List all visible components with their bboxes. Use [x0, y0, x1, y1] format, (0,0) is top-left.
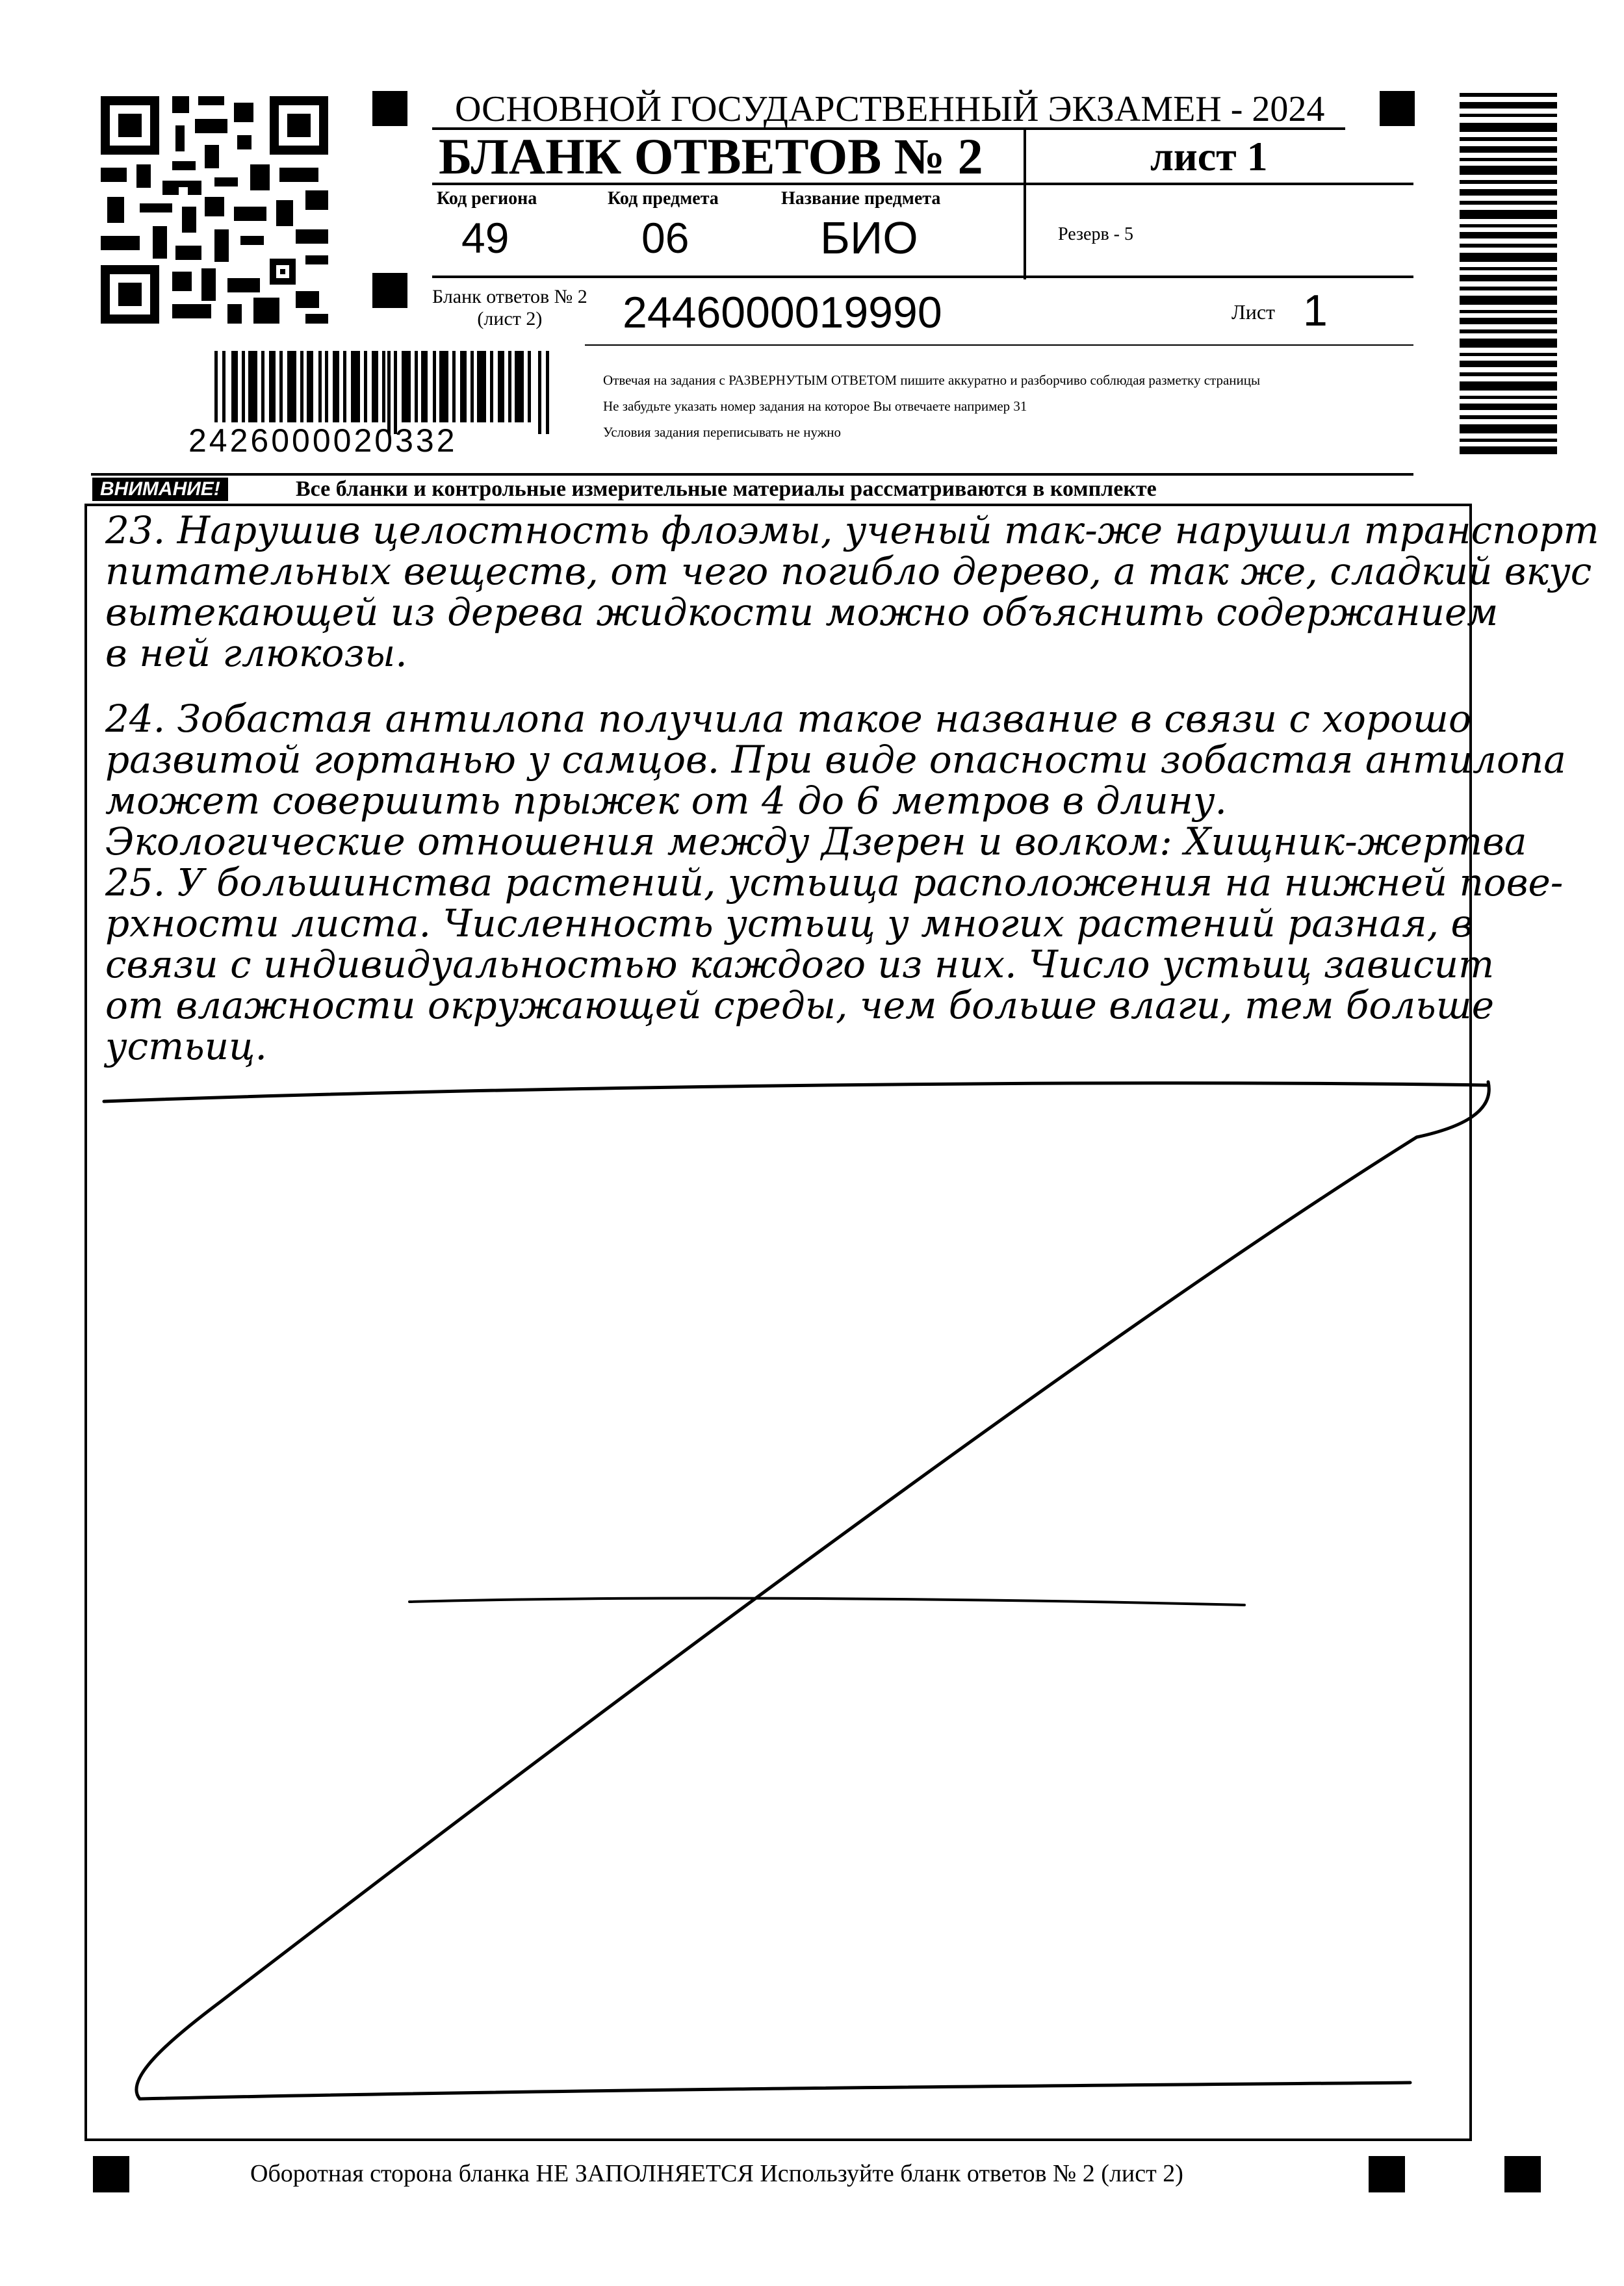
answer-line: 24. Зобастая антилопа получила такое название в связи с хорошо: [105, 697, 1471, 741]
answer-line: рхности листа. Численность устьиц у многих растений разная, в: [105, 901, 1473, 945]
answer-line: развитой гортанью у самцов. При виде опасности зобастая антилопа: [105, 738, 1566, 782]
strikeout-top-stroke: [104, 1083, 1488, 1101]
form-title: БЛАНК ОТВЕТОВ № 2: [439, 128, 983, 185]
answer-line: вытекающей из дерева жидкости можно объяснить содержанием: [105, 590, 1499, 634]
form2-label-line1: Бланк ответов № 2: [432, 286, 587, 307]
instruction-line-1: Отвечая на задания с РАЗВЕРНУТЫМ ОТВЕТОМ пишите аккуратно и разборчиво соблюдая разметку страницы: [603, 372, 1261, 388]
sheet-label: лист 1: [1150, 133, 1268, 179]
exam-title: ОСНОВНОЙ ГОСУДАРСТВЕННЫЙ ЭКЗАМЕН - 2024: [455, 89, 1325, 129]
region-code-value: 49: [461, 214, 509, 262]
form2-number: 2446000019990: [623, 288, 942, 337]
sheet-field-label: Лист: [1231, 300, 1276, 324]
subject-name-value: БИО: [820, 212, 918, 263]
strikeout-cross-stroke: [409, 1599, 1244, 1605]
attention-badge: ВНИМАНИЕ!: [92, 478, 228, 501]
instruction-line-3: Условия задания переписывать не нужно: [603, 424, 841, 440]
region-code-label: Код региона: [437, 188, 537, 209]
answer-line: питательных веществ, от чего погибло дерево, а так же, сладкий вкус: [105, 549, 1592, 593]
answer-line: 23. Нарушив целостность флоэмы, ученый так-же нарушил транспорт: [105, 508, 1599, 552]
answer-line: устьиц.: [105, 1024, 267, 1068]
answer-line: 25. У большинства растений, устьица расположения на нижней пове-: [105, 860, 1564, 905]
footer-note: Оборотная сторона бланка НЕ ЗАПОЛНЯЕТСЯ Используйте бланк ответов № 2 (лист 2): [250, 2160, 1183, 2187]
answer-line: может совершить прыжек от 4 до 6 метров в длину.: [105, 778, 1227, 823]
subject-name-label: Название предмета: [781, 188, 941, 209]
answer-line: в ней глюкозы.: [105, 631, 407, 675]
attention-text: Все бланки и контрольные измерительные материалы рассматриваются в комплекте: [296, 477, 1157, 501]
strikeout-bottom-stroke: [140, 2083, 1410, 2099]
strikeout-diagonal-stroke: [136, 1082, 1489, 2099]
answer-line: от влажности окружающей среды, чем больше влаги, тем больше: [105, 983, 1495, 1027]
answer-line: связи с индивидуальностью каждого из них. Число устьиц зависит: [105, 942, 1495, 986]
barcode-number: 2426000020332: [188, 422, 458, 459]
reserve-label: Резерв - 5: [1058, 224, 1134, 244]
subject-code-label: Код предмета: [608, 188, 719, 209]
sheet-field-value: 1: [1303, 286, 1328, 335]
answer-line: Экологические отношения между Дзерен и волком: Хищник-жертва: [105, 819, 1527, 864]
subject-code-value: 06: [641, 214, 690, 262]
instruction-line-2: Не забудьте указать номер задания на которое Вы отвечаете например 31: [603, 398, 1027, 414]
form2-label-line2: (лист 2): [477, 308, 543, 329]
